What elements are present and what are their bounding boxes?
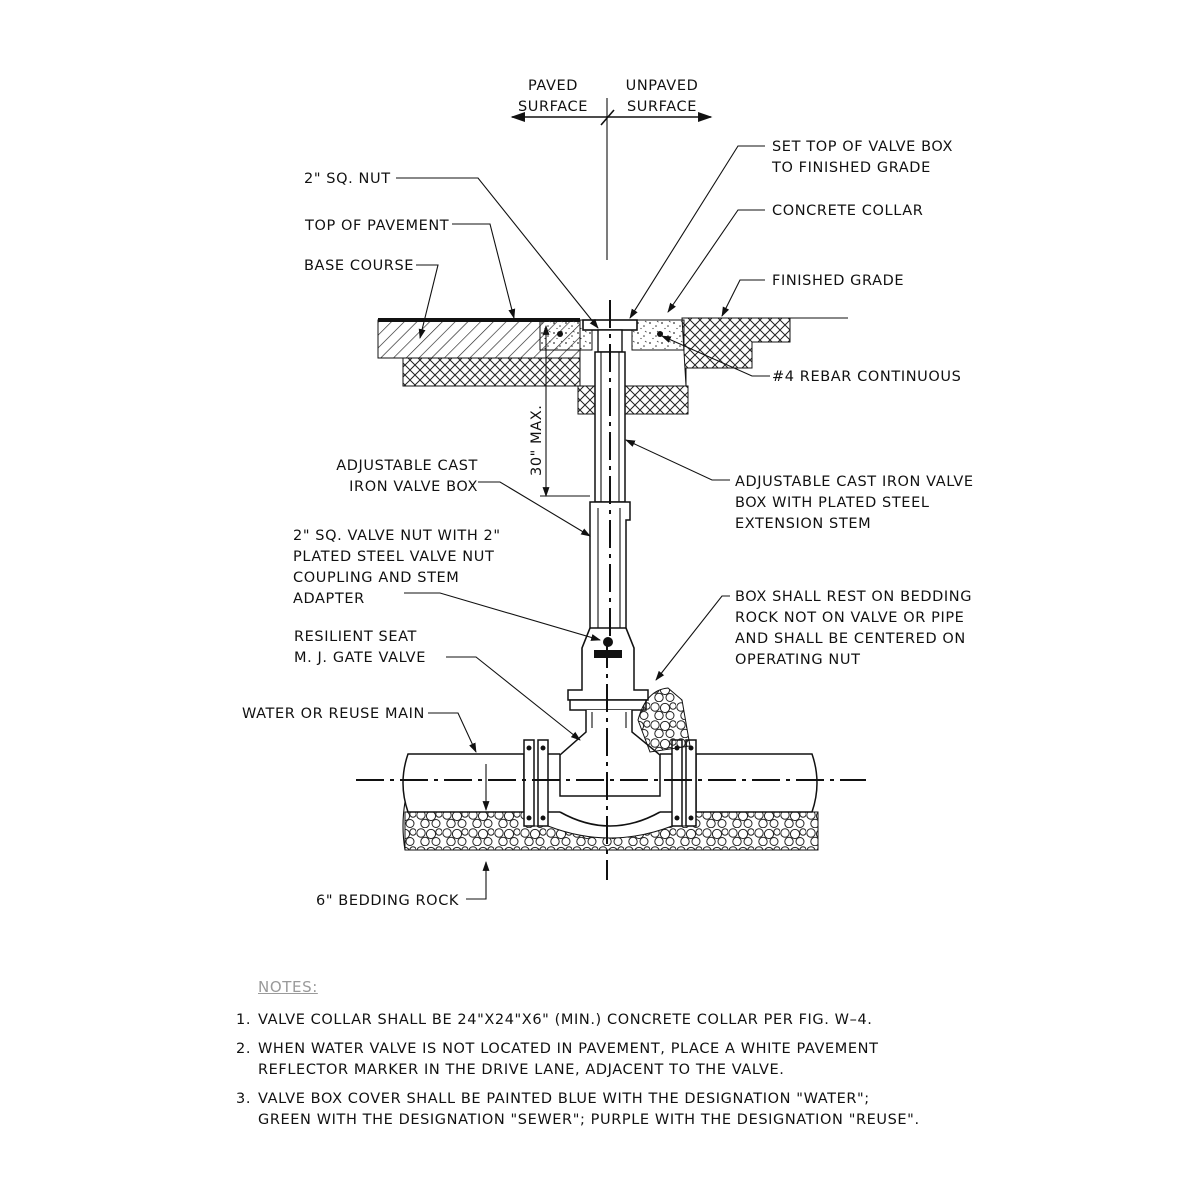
cast-iron-box-label: ADJUSTABLE CAST IRON VALVE BOX	[336, 458, 478, 495]
note-item	[236, 1010, 1136, 1031]
notes-section	[236, 978, 1136, 1139]
cast-iron-box-ext-label: ADJUSTABLE CAST IRON VALVE BOX WITH PLATED STEEL EXTENSION STEM	[735, 474, 974, 532]
note-text: VALVE COLLAR SHALL BE 24"X24"X6" (MIN.) CONCRETE COLLAR PER FIG. W–4.	[258, 1012, 873, 1028]
note-item	[236, 1089, 1136, 1131]
note-text: VALVE BOX COVER SHALL BE PAINTED BLUE WITH THE DESIGNATION "WATER"; GREEN WITH THE DESIGNATION "SEWER"; PURPLE WITH THE DESIGNATION "REUSE".	[258, 1091, 920, 1128]
unpaved-surface-label: UNPAVED SURFACE	[625, 78, 699, 115]
concrete-collar-label: CONCRETE COLLAR	[772, 203, 924, 219]
finished-grade-label: FINISHED GRADE	[772, 273, 905, 289]
notes-title: NOTES:	[258, 978, 318, 996]
box-rest-label: BOX SHALL REST ON BEDDING ROCK NOT ON VALVE OR PIPE AND SHALL BE CENTERED ON OPERATING NUT	[735, 589, 973, 668]
top-of-pavement-label: TOP OF PAVEMENT	[305, 218, 450, 234]
base-course-label: BASE COURSE	[304, 258, 415, 274]
note-text: WHEN WATER VALVE IS NOT LOCATED IN PAVEMENT, PLACE A WHITE PAVEMENT REFLECTOR MARKER IN THE DRIVE LANE, ADJACENT TO THE VALVE.	[258, 1041, 879, 1078]
set-top-label: SET TOP OF VALVE BOX TO FINISHED GRADE	[772, 139, 954, 176]
max-depth-label: 30" MAX.	[529, 404, 545, 476]
note-item	[236, 1039, 1136, 1081]
note-number: 2.	[236, 1041, 252, 1057]
valve-nut-label: 2" SQ. VALVE NUT WITH 2" PLATED STEEL VALVE NUT COUPLING AND STEM ADAPTER	[293, 528, 501, 607]
paved-surface-label: PAVED SURFACE	[517, 78, 589, 115]
rebar-label: #4 REBAR CONTINUOUS	[772, 369, 962, 385]
note-number: 3.	[236, 1091, 252, 1107]
note-number: 1.	[236, 1012, 252, 1028]
water-main-label: WATER OR REUSE MAIN	[242, 706, 425, 722]
bedding-rock-label: 6" BEDDING ROCK	[316, 893, 460, 909]
sq-nut-label: 2" SQ. NUT	[304, 171, 391, 187]
gate-valve-label: RESILIENT SEAT M. J. GATE VALVE	[294, 629, 426, 666]
